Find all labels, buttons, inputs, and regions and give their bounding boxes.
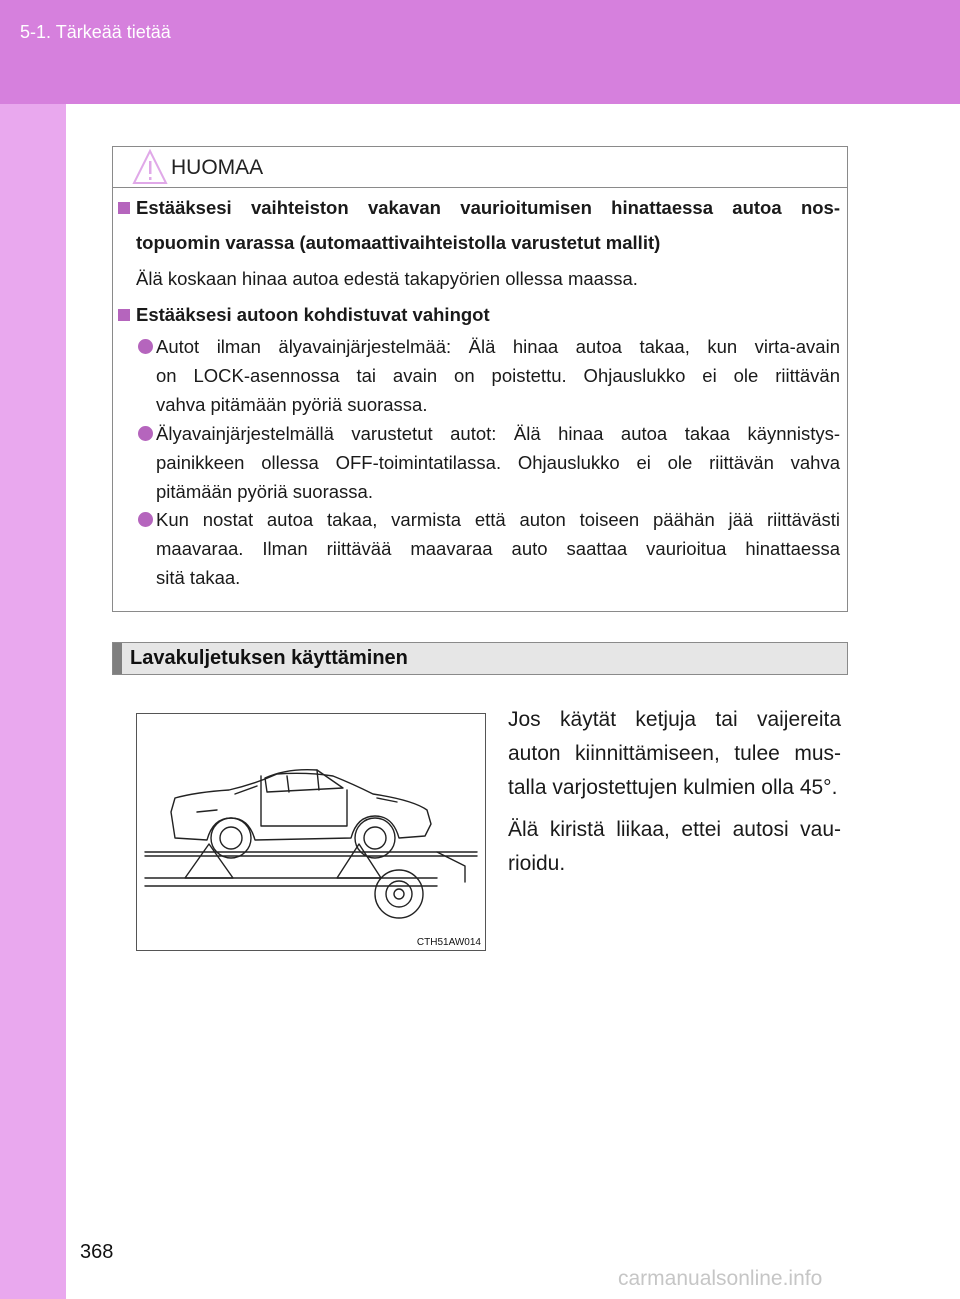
instruction-1-line-3: talla varjostettujen kulmien olla 45°. — [508, 776, 838, 799]
instruction-1-line-1: Jos käytät ketjuja tai vaijereita — [508, 708, 841, 731]
bullet-2-line-1: Älyavainjärjestelmällä varustetut autot: Älä hinaa autoa takaa käynnistys- — [156, 423, 840, 444]
square-bullet-icon — [118, 202, 130, 214]
notice-text-1: Älä koskaan hinaa autoa edestä takapyörien ollessa maassa. — [136, 268, 638, 289]
notice-header — [113, 147, 847, 188]
notice-heading-1-line-1: Estääksesi vaihteiston vakavan vaurioitumisen hinattaessa autoa nos- — [136, 197, 840, 218]
instruction-2-line-1: Älä kiristä liikaa, ettei autosi vau- — [508, 818, 841, 841]
bullet-3-line-3: sitä takaa. — [156, 567, 241, 588]
page-number: 368 — [80, 1241, 114, 1263]
section-heading-bar — [112, 642, 848, 675]
round-bullet-icon — [138, 426, 153, 441]
bullet-1-line-2: on LOCK-asennossa tai avain on poistettu. Ohjauslukko ei ole riittävän — [156, 365, 840, 386]
instruction-1-line-2: auton kiinnittämiseen, tulee mus- — [508, 742, 841, 765]
bullet-1-line-1: Autot ilman älyavainjärjestelmää: Älä hinaa autoa takaa, kun virta-avain — [156, 336, 840, 357]
bullet-2-line-2: painikkeen ollessa OFF-toimintatilassa. Ohjauslukko ei ole riittävän vahva — [156, 452, 840, 473]
round-bullet-icon — [138, 512, 153, 527]
section-heading-accent — [113, 643, 122, 674]
figure-code: CTH51AW014 — [416, 937, 481, 948]
notice-heading-1-line-2: topuomin varassa (automaattivaihteistolla varustetut mallit) — [136, 232, 661, 253]
car-on-trailer-figure — [136, 713, 486, 951]
bullet-1-line-3: vahva pitämään pyöriä suorassa. — [156, 394, 428, 415]
header-band — [0, 0, 960, 104]
bullet-3-line-1: Kun nostat autoa takaa, varmista että auton toiseen päähän jää riittävästi — [156, 509, 840, 530]
square-bullet-icon — [118, 309, 130, 321]
footer-watermark: carmanualsonline.info — [618, 1267, 823, 1290]
round-bullet-icon — [138, 339, 153, 354]
bullet-3-line-2: maavaraa. Ilman riittävää maavaraa auto saattaa vaurioitua hinattaessa — [156, 538, 840, 559]
section-label: 5-1. Tärkeää tietää — [20, 22, 171, 42]
notice-title: HUOMAA — [171, 156, 264, 179]
side-band — [0, 104, 66, 1299]
notice-heading-2: Estääksesi autoon kohdistuvat vahingot — [136, 304, 490, 325]
bullet-2-line-3: pitämään pyöriä suorassa. — [156, 481, 373, 502]
instruction-2-line-2: rioidu. — [508, 852, 566, 875]
car-on-trailer-icon — [137, 714, 485, 950]
section-title: Lavakuljetuksen käyttäminen — [130, 647, 408, 669]
notice-box — [112, 146, 848, 612]
warning-triangle-icon — [130, 147, 170, 187]
